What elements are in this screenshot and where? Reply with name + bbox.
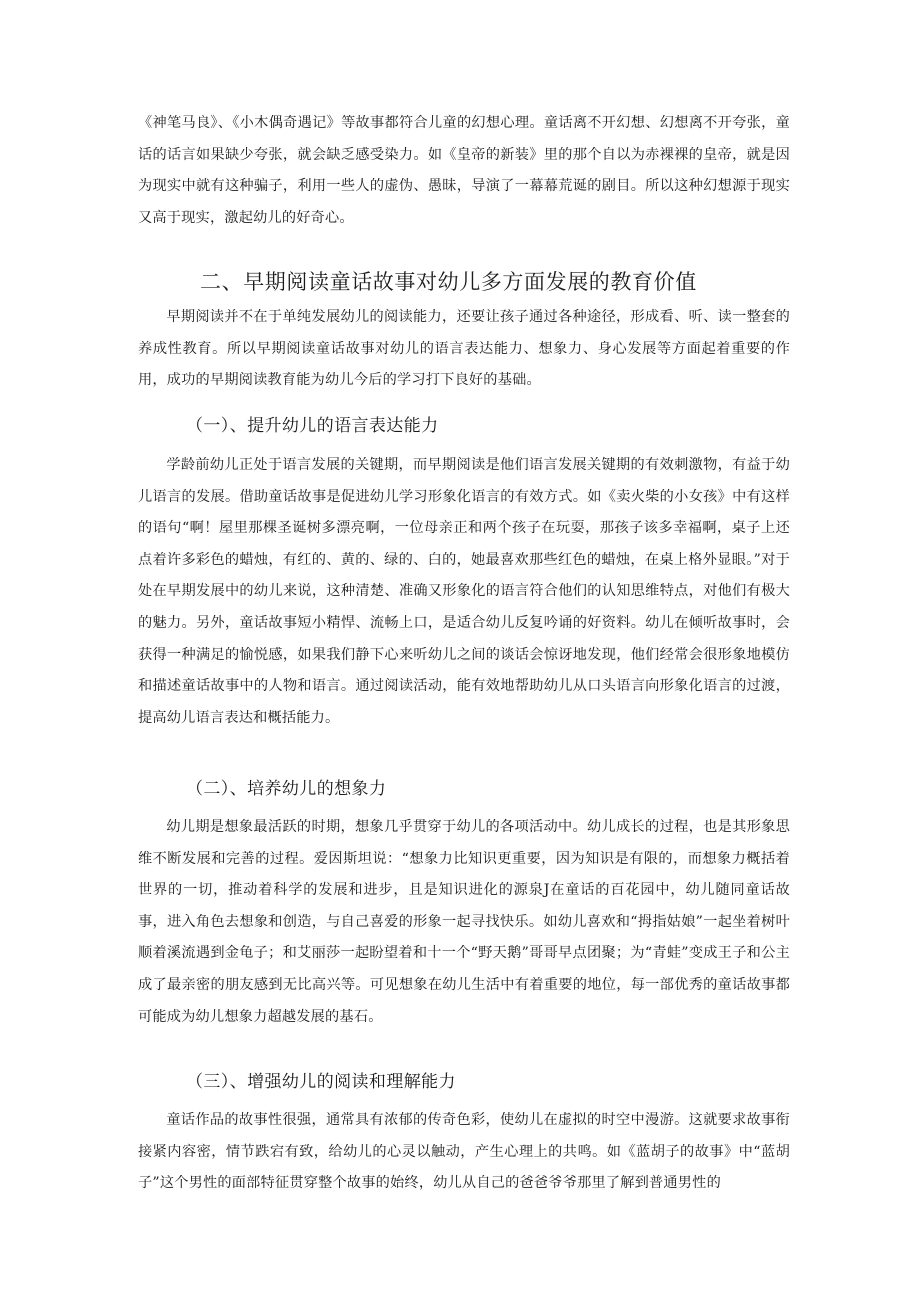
subsection-3-paragraph: 童话作品的故事性很强，通常具有浓郁的传奇色彩，使幼儿在虚拟的时空中漫游。这就要求故事衔接紧内容密，情节跌宕有致，给幼儿的心灵以触动，产生心理上的共鸣。如《蓝胡子的故事》中“蓝胡子”这个男性的面部特征贯穿整个故事的始终，幼儿从自己的爸爸爷爷那里了解到普通男性的 xyxy=(138,1112,790,1192)
subsection-2-paragraph: 幼儿期是想象最活跃的时期，想象几乎贯穿于幼儿的各项活动中。幼儿成长的过程，也是其形象思维不断发展和完善的过程。爱因斯坦说：“想象力比知识更重要，因为知识是有限的，而想象力概括着世界的一切，推动着科学的发展和进步，且是知识进化的源泉J在童话的百花园中，幼儿随同童话故事，进入角色去想象和创造，与自己喜爱的形象一起寻找快乐。如幼儿喜欢和“拇指姑娘”一起坐着树叶顺着溪流遇到金龟子；和艾丽莎一起盼望着和十一个“野天鹅”哥哥早点团聚；为“青蛙”变成王子和公主成了最亲密的朋友感到无比高兴等。可见想象在幼儿生活中有着重要的地位，每一部优秀的童话故事都可能成为幼儿想象力超越发展的基石。 xyxy=(138,819,790,1025)
subsection-1-title: （一）、提升幼儿的语言表达能力 xyxy=(186,416,439,436)
subsection-2-title: （二）、培养幼儿的想象力 xyxy=(186,779,387,799)
section-intro-paragraph: 早期阅读并不在于单纯发展幼儿的阅读能力，还要让孩子通过各种途径，形成看、听、读一整套的养成性教育。所以早期阅读童话故事对幼儿的语言表达能力、想象力、身心发展等方面起着重要的作用，成功的早期阅读教育能为幼儿今后的学习打下良好的基础。 xyxy=(138,309,790,389)
subsection-3-title: （三）、增强幼儿的阅读和理解能力 xyxy=(186,1072,456,1092)
section-title: 二、早期阅读童话故事对幼儿多方面发展的教育价值 xyxy=(200,270,697,294)
intro-paragraph: 《神笔马良》、《小木偶奇遇记》等故事都符合儿童的幻想心理。童话离不开幻想、幻想离不开夸张，童话的话言如果缺少夸张，就会缺乏感受染力。如《皇帝的新装》里的那个自以为赤裸裸的皇帝，就是因为现实中就有这种骗子，利用一些人的虚伪、愚昧，导演了一幕幕荒诞的剧目。所以这种幻想源于现实又高于现实，激起幼儿的好奇心。 xyxy=(138,115,790,226)
subsection-1-paragraph: 学龄前幼儿正处于语言发展的关键期，而早期阅读是他们语言发展关键期的有效刺激物，有益于幼儿语言的发展。借助童话故事是促进幼儿学习形象化语言的有效方式。如《卖火柴的小女孩》中有这样的语句“啊！屋里那棵圣诞树多漂亮啊，一位母亲正和两个孩子在玩耍，那孩子该多幸福啊，桌子上还点着许多彩色的蜡烛，有红的、黄的、绿的、白的，她最喜欢那些红色的蜡烛，在桌上格外显眼。”对于处在早期发展中的幼儿来说，这种清楚、准确又形象化的语言符合他们的认知思维特点，对他们有极大的魅力。另外，童话故事短小精悍、流畅上口，是适合幼儿反复吟诵的好资料。幼儿在倾听故事时，会获得一种满足的愉悦感，如果我们静下心来听幼儿之间的谈话会惊讶地发现，他们经常会很形象地模仿和描述童话故事中的人物和语言。通过阅读活动，能有效地帮助幼儿从口头语言向形象化语言的过渡，提高幼儿语言表达和概括能力。 xyxy=(138,457,790,726)
